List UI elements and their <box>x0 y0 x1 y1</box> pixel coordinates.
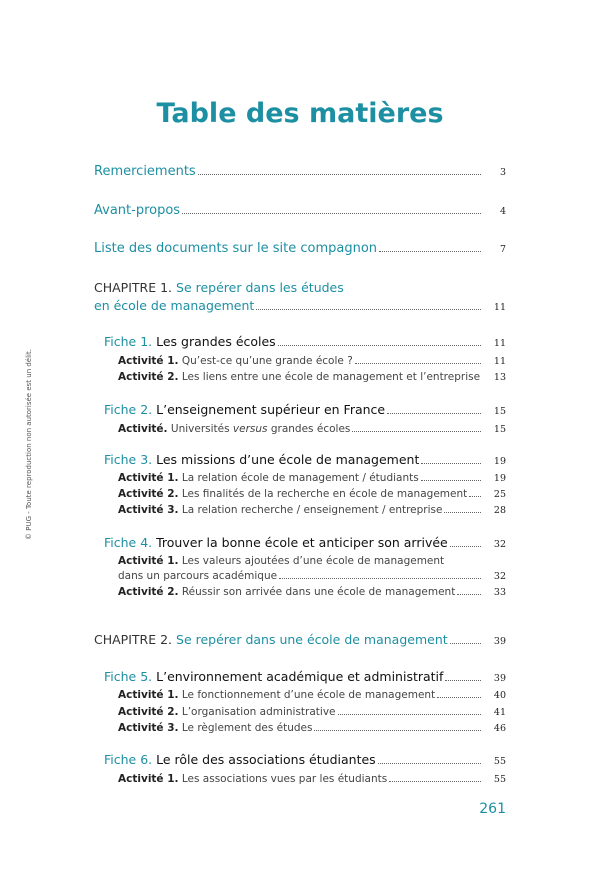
toc-entry-chapter-2[interactable] <box>94 632 506 647</box>
toc-entry-activity[interactable] <box>118 423 506 435</box>
toc-page-number: 32 <box>493 539 506 550</box>
activity-label: Activité 3. <box>118 504 179 516</box>
dot-leader <box>256 308 481 310</box>
copyright-side-note: © PUG - Toute reproduction non autorisée est un délit. <box>25 349 33 540</box>
fiche-label: Fiche 6. <box>104 752 153 767</box>
activity-title: Le règlement des études <box>181 722 313 734</box>
fiche-label: Fiche 3. <box>104 452 153 467</box>
activity-label: Activité 2. <box>118 706 179 718</box>
dot-leader <box>444 511 481 513</box>
toc-entry-activity[interactable] <box>118 488 506 500</box>
fiche-label: Fiche 4. <box>104 535 153 550</box>
activity-title: Les associations vues par les étudiants <box>181 773 388 785</box>
fiche-title: L’enseignement supérieur en France <box>156 402 386 417</box>
toc-page-number: 25 <box>493 489 506 500</box>
activity-label: Activité 2. <box>118 371 179 383</box>
dot-leader <box>314 729 481 731</box>
activity-label: Activité 1. <box>118 355 179 367</box>
toc-page-number: 19 <box>493 456 506 467</box>
toc-entry-title: Avant-propos <box>94 203 181 218</box>
fiche-label: Fiche 5. <box>104 669 153 684</box>
activity-title: Le fonctionnement d’une école de management <box>181 689 436 701</box>
chapter-prefix: CHAPITRE 2. <box>94 632 173 647</box>
dot-leader <box>437 696 481 698</box>
dot-leader <box>355 362 481 364</box>
toc-page-number: 33 <box>493 587 506 598</box>
activity-label: Activité. <box>118 423 168 435</box>
activity-label: Activité 3. <box>118 722 179 734</box>
dot-leader <box>338 713 482 715</box>
activity-title: La relation recherche / enseignement / entreprise <box>181 504 443 516</box>
toc-page-number: 15 <box>493 424 506 435</box>
activity-label: Activité 1. <box>118 773 179 785</box>
activity-title: Les finalités de la recherche en école de management <box>181 488 468 500</box>
dot-leader <box>387 412 481 414</box>
toc-page-number: 19 <box>493 473 506 484</box>
toc-entry-chapter-1[interactable] <box>94 298 506 313</box>
activity-label: Activité 1. <box>118 689 179 701</box>
toc-page-number: 39 <box>493 636 506 647</box>
chapter-1-heading-line1 <box>94 280 506 295</box>
dot-leader <box>378 762 481 764</box>
dot-leader <box>421 479 481 481</box>
dot-leader <box>389 780 481 782</box>
toc-entry-remerciements[interactable] <box>94 164 506 179</box>
dot-leader <box>469 495 481 497</box>
fiche-title: Les grandes écoles <box>156 334 276 349</box>
toc-entry-fiche-3[interactable] <box>104 452 506 467</box>
toc-entry-activity[interactable] <box>118 689 506 701</box>
toc-entry-activity[interactable] <box>118 472 506 484</box>
toc-page-number: 39 <box>493 673 506 684</box>
fiche-title: Les missions d’une école de management <box>156 452 420 467</box>
toc-page-number: 3 <box>499 167 506 178</box>
activity-label: Activité 2. <box>118 488 179 500</box>
toc-entry-fiche-6[interactable] <box>104 752 506 767</box>
fiche-label: Fiche 2. <box>104 402 153 417</box>
toc-page-number: 41 <box>493 707 506 718</box>
dot-leader <box>182 212 481 214</box>
toc-page-number: 11 <box>493 338 506 349</box>
fiche-title: Le rôle des associations étudiantes <box>156 752 376 767</box>
activity-title-italic: versus <box>232 423 268 435</box>
activity-title: Qu’est-ce qu’une grande école ? <box>181 355 353 367</box>
dot-leader <box>279 577 481 579</box>
toc-entry-activity[interactable] <box>118 706 506 718</box>
toc-page-number: 55 <box>493 756 506 767</box>
toc-page-number: 7 <box>499 244 506 255</box>
dot-leader <box>379 250 481 252</box>
toc-page-number: 55 <box>493 774 506 785</box>
toc-page-number: 11 <box>493 356 506 367</box>
toc-entry-activity[interactable] <box>118 504 506 516</box>
toc-entry-activity[interactable] <box>118 773 506 785</box>
toc-entry-fiche-4[interactable] <box>104 535 506 550</box>
page-number: 261 <box>479 801 506 817</box>
chapter-title-line1: Se repérer dans les études <box>176 280 344 295</box>
toc-entry-title: Liste des documents sur le site compagnon <box>94 241 378 256</box>
toc-page-number: 13 <box>493 372 506 383</box>
toc-page-number: 32 <box>493 571 506 582</box>
toc-page-number: 28 <box>493 505 506 516</box>
chapter-prefix: CHAPITRE 1. <box>94 280 173 295</box>
activity-title: Les liens entre une école de management et l’entreprise <box>181 371 481 383</box>
fiche-title: L’environnement académique et administratif <box>156 669 444 684</box>
toc-entry-activity[interactable] <box>118 355 506 367</box>
toc-entry-activity[interactable] <box>118 570 506 582</box>
fiche-title: Trouver la bonne école et anticiper son arrivée <box>156 535 448 550</box>
activity-label: Activité 1. <box>118 555 179 567</box>
toc-page-number: 11 <box>493 302 506 313</box>
toc-page-number: 46 <box>493 723 506 734</box>
dot-leader <box>457 593 481 595</box>
toc-entry-liste-documents[interactable] <box>94 241 506 256</box>
activity-line1 <box>118 555 506 567</box>
activity-title: Réussir son arrivée dans une école de management <box>181 586 456 598</box>
dot-leader <box>450 545 481 547</box>
page-title: Table des matières <box>156 98 444 129</box>
toc-entry-fiche-1[interactable] <box>104 334 506 349</box>
toc-entry-activity[interactable] <box>118 722 506 734</box>
dot-leader <box>450 642 481 644</box>
fiche-label: Fiche 1. <box>104 334 153 349</box>
activity-title: L’organisation administrative <box>181 706 336 718</box>
toc-entry-fiche-2[interactable] <box>104 402 506 417</box>
toc-page-number: 4 <box>499 206 506 217</box>
dot-leader <box>278 344 481 346</box>
dot-leader <box>198 173 481 175</box>
dot-leader <box>421 462 481 464</box>
activity-title: Universités versus grandes écoles <box>170 423 351 435</box>
chapter-title: Se repérer dans une école de management <box>176 632 448 647</box>
activity-label: Activité 2. <box>118 586 179 598</box>
toc-page-number: 15 <box>493 406 506 417</box>
toc-entry-avant-propos[interactable] <box>94 203 506 218</box>
toc-entry-activity[interactable] <box>118 371 506 383</box>
activity-title: La relation école de management / étudiants <box>181 472 419 484</box>
toc-entry-title: Remerciements <box>94 164 196 179</box>
activity-label: Activité 1. <box>118 472 179 484</box>
chapter-title-line2: en école de management <box>94 298 255 313</box>
toc-page-number: 40 <box>493 690 506 701</box>
dot-leader <box>445 679 481 681</box>
toc-entry-activity[interactable] <box>118 586 506 598</box>
dot-leader <box>352 430 481 432</box>
activity-title-line1: Les valeurs ajoutées d’une école de management <box>181 555 445 567</box>
toc-entry-fiche-5[interactable] <box>104 669 506 684</box>
activity-title-line2: dans un parcours académique <box>118 570 278 582</box>
